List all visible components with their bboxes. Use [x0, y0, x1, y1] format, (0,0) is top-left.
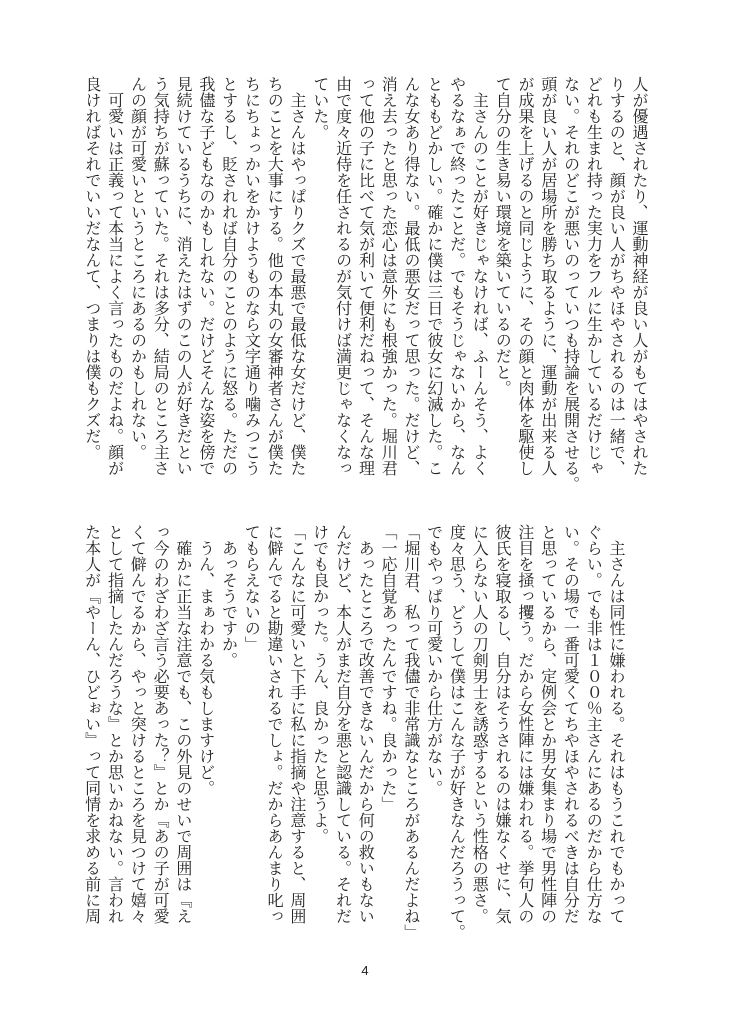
text-column: て自分の生き易い環境を築いているのだと。	[493, 76, 513, 396]
text-column: と思っているから、定例会とか男女集まり場で男性陣の	[538, 524, 558, 924]
text-column: うん、まぁわかる気もしますけど。	[196, 524, 216, 796]
text-column: くて僻んでるから、やっと突けるところを見つけて嬉々	[128, 524, 148, 924]
text-column: あったところで改善できないんだから何の救いもない	[356, 524, 376, 924]
text-column: 度々思う、どうして僕はこんな子が好きなんだろうって。	[447, 524, 467, 940]
text-column: 確かに正当な注意でも、この外見のせいで周囲は『え	[173, 524, 193, 924]
text-column: 良ければそれでいいだなんて、つまりは僕もクズだ。	[82, 76, 102, 460]
text-column: てもらえないの」	[242, 524, 262, 652]
text-column: ちのことを大事にする。他の本丸の女審神者さんが僕た	[265, 76, 285, 476]
text-column: として指摘したんだろうな』とか思いかねない。言われ	[105, 524, 125, 924]
text-column: ちにちょっかいをかけようものなら文字通り噛みつこう	[242, 76, 262, 476]
text-column: 可愛いは正義って本当によく言ったものだよね。顔が	[105, 76, 125, 476]
text-column: に入らない人の刀剣男士を誘惑するという性格の悪さ。	[470, 524, 490, 924]
text-column: りするのと、顔が良い人がちやほやされるのは一緒で、	[607, 76, 627, 476]
text-column: に僻んでると勘違いされるでしょ。だからあんまり叱っ	[265, 524, 285, 924]
text-block-top	[80, 76, 650, 492]
text-column: が成果を上げるのと同じように、その顔と肉体を駆使し	[516, 76, 536, 476]
text-column: とももどかしい。確かに僕は三日で彼女に幻滅した。こ	[424, 76, 444, 476]
text-column: 「一応自覚あったんですね。良かった」	[379, 524, 399, 812]
text-column: 由で度々近侍を任されるのが気付けば満更じゃなくなっ	[333, 76, 353, 476]
text-column: ていた。	[310, 76, 330, 140]
text-column: 主さんのことが好きじゃなければ、ふーんそう、よく	[470, 76, 490, 476]
text-column: 「堀川君、私って我儘で非常識なところがあるんだよね」	[401, 524, 421, 940]
text-column: た本人が『やーん、ひどぉい』って同情を求める前に周	[82, 524, 102, 924]
page-number: 4	[361, 963, 369, 978]
text-column: 「こんなに可愛いと下手に私に指摘や注意すると、周囲	[287, 524, 307, 924]
text-column: ない。それのどこが悪いのっていつも持論を展開させる。	[561, 76, 581, 492]
text-column: けでも良かった。うん、良かったと思うよ。	[310, 524, 330, 844]
text-column: い。その場で一番可愛くてちやほやされるべきは自分だ	[561, 524, 581, 924]
text-column: んだけど、本人がまだ自分を悪と認識している。それだ	[333, 524, 353, 924]
text-column: う気持ちが蘇っていた。それは多分、結局のところ主さ	[151, 76, 171, 476]
text-column: 頭が良い人が居場所を勝ち取るように、運動が出来る人	[538, 76, 558, 476]
text-column: 主さんはやっぱりクズで最悪で最低な女だけど、僕た	[288, 76, 308, 476]
text-column: んの顔が可愛いというところにあるのかもしれない。	[128, 76, 148, 460]
text-column: 彼氏を寝取るし、自分はそうされるのは嫌なくせに、気	[493, 524, 513, 924]
text-column: 見続けているうちに、消えたはずのこの人が好きだとい	[174, 76, 194, 476]
text-column: どれも生まれ持った実力をフルに生かしているだけじゃ	[584, 76, 604, 476]
text-column: 注目を掻っ攫う。だから女性陣には嫌われる。挙句人の	[515, 524, 535, 924]
text-column: とするし、貶されれば自分のことのように怒る。ただの	[219, 76, 239, 476]
text-column: あっそうですか。	[219, 524, 239, 668]
text-column: やるなぁで終ったことだ。でもそうじゃないから、なん	[447, 76, 467, 476]
text-column: んな女あり得ない。最低の悪女だって思った。だけど、	[402, 76, 422, 476]
text-column: 主さんは同性に嫌われる。それはもうこれでもかって	[607, 524, 626, 924]
text-column: 消え去ったと思った恋心は意外にも根強かった。堀川君	[379, 76, 399, 476]
text-column: 我儘な子どもなのかもしれない。だけどそんな姿を傍で	[196, 76, 216, 476]
text-column: でもやっぱり可愛いから仕方がない。	[424, 524, 444, 796]
text-column: っ今のわざわざ言う必要あった？』とか『あの子が可愛	[151, 524, 171, 924]
text-block-bottom	[80, 524, 627, 944]
text-column: って他の子に比べて気が利いて便利だねって、そんな理	[356, 76, 376, 476]
text-column: ぐらい。でも非は１００％主さんにあるのだから仕方な	[584, 524, 604, 924]
text-column: 人が優遇されたり、運動神経が良い人がもてはやされた	[630, 76, 649, 476]
